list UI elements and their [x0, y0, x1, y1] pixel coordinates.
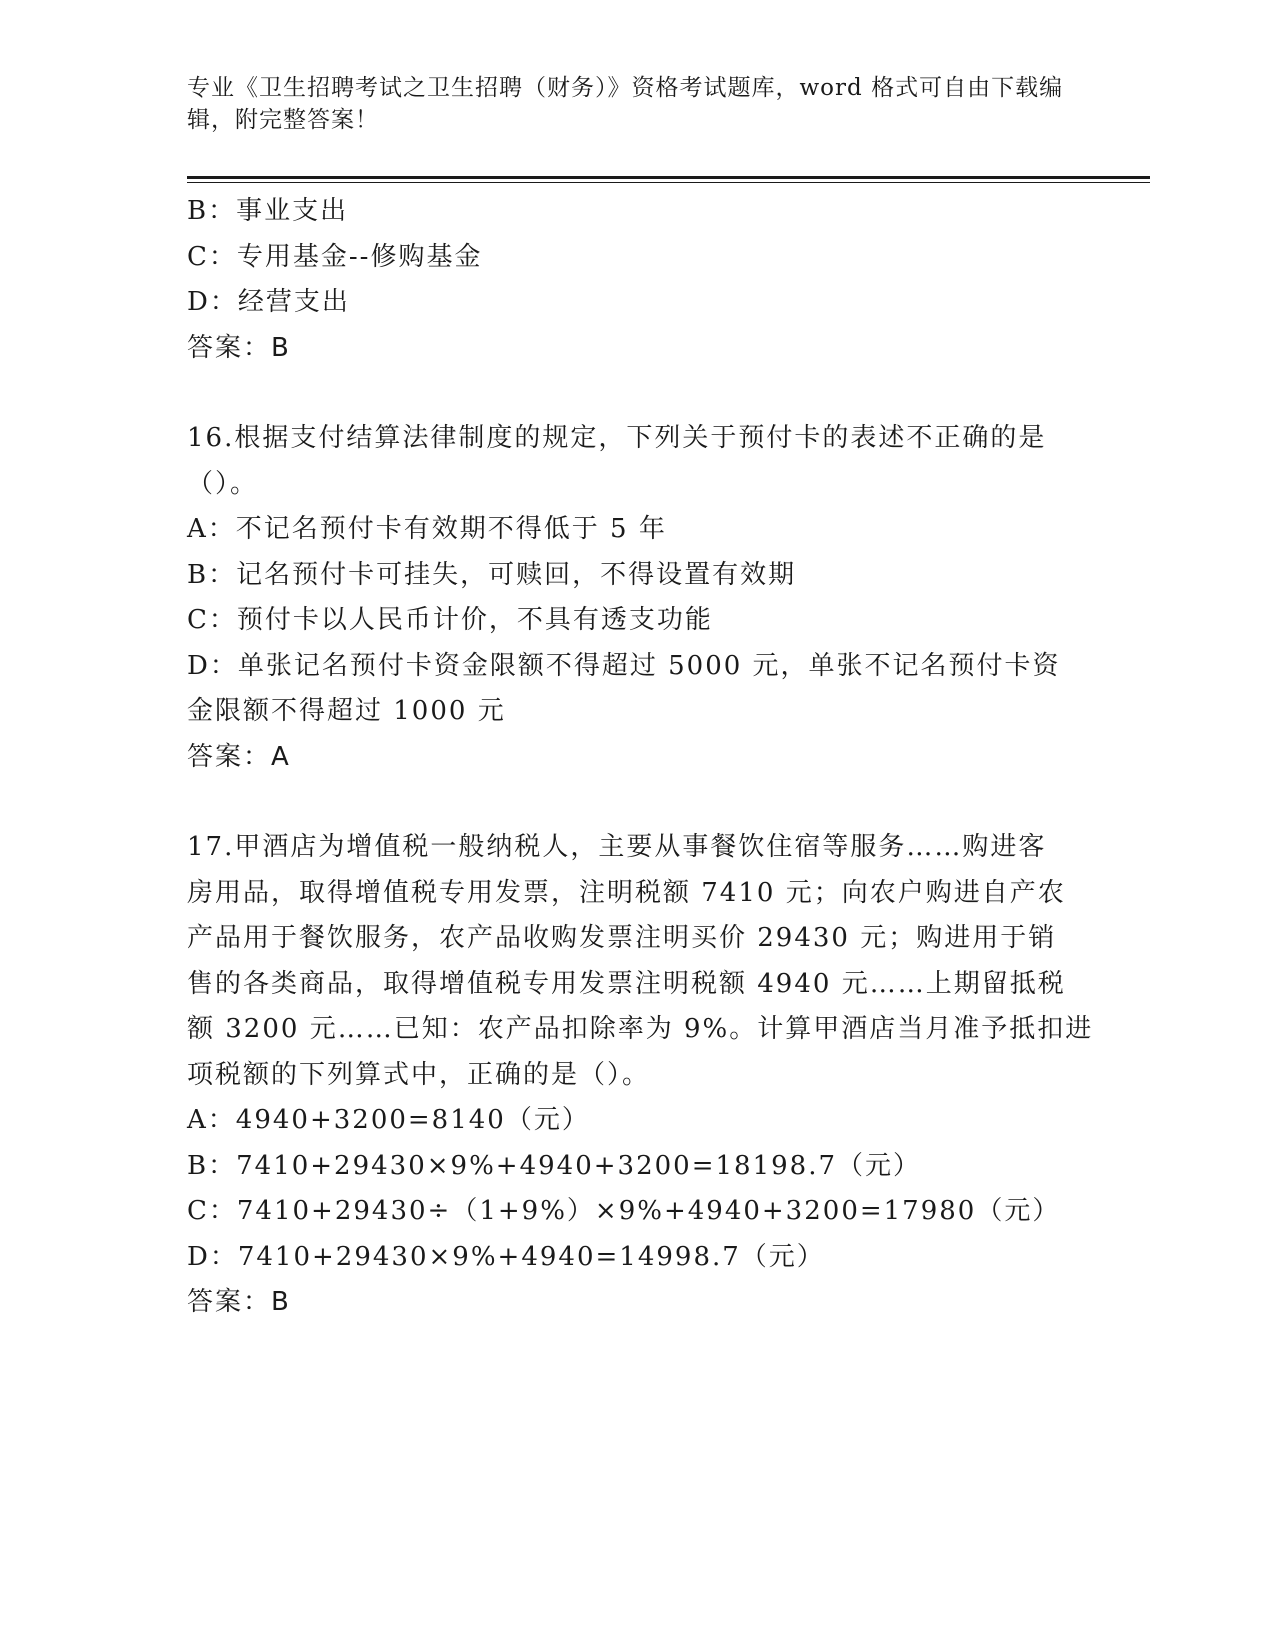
spacer	[187, 371, 1087, 416]
option-b: B：记名预付卡可挂失，可赎回，不得设置有效期	[187, 559, 797, 590]
option-c: C：7410+29430÷（1+9%）×9%+4940+3200=17980（元）	[187, 1196, 1061, 1226]
question-stem-line: 房用品，取得增值税专用发票，注明税额 7410 元；向农户购进自产农	[187, 877, 1066, 908]
option-d: D：单张记名预付卡资金限额不得超过 5000 元，单张不记名预付卡资	[187, 650, 1061, 681]
option-a: A：不记名预付卡有效期不得低于 5 年	[187, 514, 667, 544]
option-d: D：经营支出	[187, 287, 350, 317]
option-b: B：事业支出	[187, 196, 349, 226]
header-rule-thin	[187, 182, 1150, 183]
header-text: 专业《卫生招聘考试之卫生招聘（财务）》资格考试题库，word 格式可自由下载编辑，附完整答案！	[187, 75, 1064, 133]
answer-line: 答案：B	[187, 1287, 291, 1317]
question-stem-line: 16.根据支付结算法律制度的规定，下列关于预付卡的表述不正确的是	[187, 423, 1047, 453]
question-stem-line: 项税额的下列算式中，正确的是（）。	[187, 1059, 651, 1090]
question-stem-line: 售的各类商品，取得增值税专用发票注明税额 4940 元……上期留抵税	[187, 968, 1066, 999]
spacer	[187, 780, 1087, 825]
question-stem-line: 额 3200 元……已知：农产品扣除率为 9%。计算甲酒店当月准予抵扣进	[187, 1014, 1094, 1044]
question-16	[187, 416, 1087, 780]
question-stem-line: （）。	[187, 468, 259, 499]
question-stem-line: 17.甲酒店为增值税一般纳税人，主要从事餐饮住宿等服务……购进客	[187, 832, 1047, 862]
question-15-tail	[187, 189, 1087, 371]
answer-line: 答案：B	[187, 332, 291, 363]
question-content	[187, 189, 1094, 1326]
option-d-continued: 金限额不得超过 1000 元	[187, 696, 506, 726]
option-c: C：预付卡以人民币计价，不具有透支功能	[187, 605, 713, 635]
question-stem-line: 产品用于餐饮服务，农产品收购发票注明买价 29430 元；购进用于销	[187, 923, 1057, 953]
option-b: B：7410+29430×9%+4940+3200=18198.7（元）	[187, 1150, 922, 1181]
answer-line: 答案：A	[187, 741, 291, 772]
header-rule-thick	[187, 176, 1150, 179]
option-d: D：7410+29430×9%+4940=14998.7（元）	[187, 1241, 825, 1272]
option-c: C：专用基金--修购基金	[187, 241, 483, 272]
question-17	[187, 825, 1094, 1326]
document-header	[187, 72, 1067, 136]
option-a: A：4940+3200=8140（元）	[187, 1105, 590, 1135]
